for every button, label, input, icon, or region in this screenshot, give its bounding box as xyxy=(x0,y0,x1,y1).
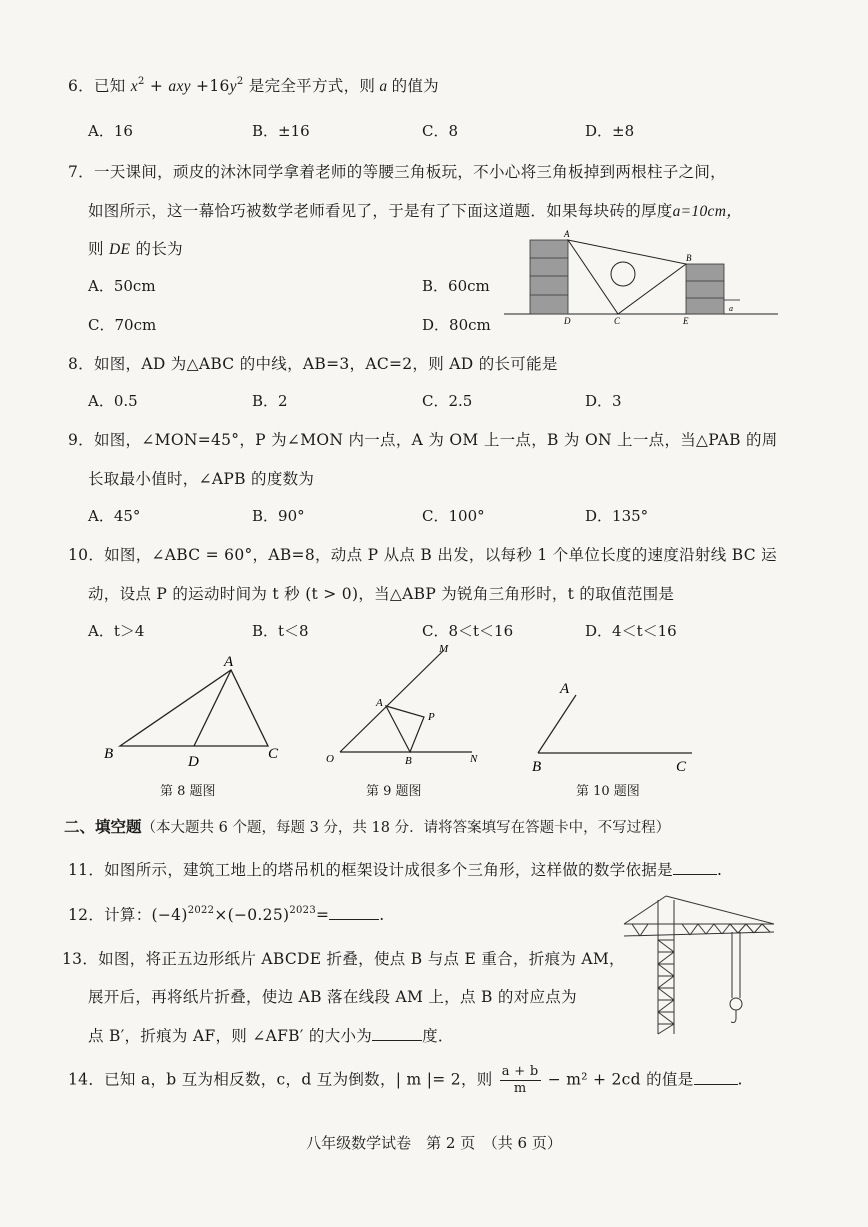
q7-label-d: D xyxy=(564,316,571,326)
figure-9 xyxy=(322,638,492,770)
figure-8-caption: 第 8 题图 xyxy=(160,784,216,799)
fig8-label-b: B xyxy=(104,746,114,762)
fig8-label-a: A xyxy=(224,654,234,670)
q7-option-c: C．70cm xyxy=(88,316,157,334)
q7-figure xyxy=(500,228,782,328)
median-ad xyxy=(194,670,231,746)
q7-line-3 xyxy=(88,237,183,259)
triangle-plate xyxy=(568,240,686,314)
q9-option-a: A．45° xyxy=(88,507,141,525)
q14-fraction xyxy=(500,1064,541,1097)
q11-answer-blank xyxy=(673,874,717,875)
q6-suffix: 的值为 xyxy=(391,77,439,95)
q8-option-a: A．0.5 xyxy=(88,392,138,410)
fig10-label-b: B xyxy=(532,759,542,775)
q13-answer-blank xyxy=(372,1040,422,1041)
triangle-pab xyxy=(386,706,424,752)
ray-om xyxy=(340,650,444,752)
q8-option-c: C．2.5 xyxy=(422,392,473,410)
q9-option-b: B．90° xyxy=(252,507,305,525)
fig9-label-o: O xyxy=(326,753,334,765)
q12-exponent-1: 2022 xyxy=(187,905,215,916)
q8-option-d: D．3 xyxy=(585,392,622,410)
section-2-heading xyxy=(64,815,670,837)
figure-10 xyxy=(522,676,702,776)
q7-label-a-thickness: a xyxy=(729,304,733,313)
q13-line-3-text: 点 B′，折痕为 AF，则 ∠AFB′ 的大小为 xyxy=(88,1027,373,1045)
q14-denominator: m xyxy=(513,1081,527,1096)
fig8-label-c: C xyxy=(268,746,279,762)
q10-option-c: C．8＜t＜16 xyxy=(422,622,514,640)
q6-middle: 是完全平方式，则 xyxy=(248,77,376,95)
q11-stem: 11．如图所示，建筑工地上的塔吊机的框架设计成很多个三角形，这样做的数学依据是 . xyxy=(68,861,723,879)
figure-9-caption: 第 9 题图 xyxy=(366,784,422,799)
q6-option-c: C．8 xyxy=(422,122,459,140)
q7-line-2-text: 如图所示，这一幕恰巧被数学老师看见了，于是有了下面这道题．如果每块砖的厚度 xyxy=(88,202,673,220)
fig9-label-b: B xyxy=(405,755,412,767)
q6-stem: 6．已知 $x^2$ + axy $+16y^2$ 是完全平方式，则 a 的值为 xyxy=(68,76,439,95)
q6-prefix: 6．已知 xyxy=(68,77,126,95)
q7-label-c: C xyxy=(614,316,621,326)
q7-option-d: D．80cm xyxy=(422,316,491,334)
segment-ba xyxy=(538,695,576,753)
fig10-label-c: C xyxy=(676,759,687,775)
q12-stem: 12．计算：$(-4)^{2022}\times(-0.25)^{2023}=$ . xyxy=(68,905,385,924)
figure-8 xyxy=(96,650,296,770)
page-footer: 八年级数学试卷 第 2 页 （共 6 页） xyxy=(306,1134,562,1152)
q13-line-1: 13．如图，将正五边形纸片 ABCDE 折叠，使点 B 与点 E 重合，折痕为 AM， xyxy=(62,950,625,968)
q10-option-a: A．t＞4 xyxy=(88,622,145,640)
q6-option-b: B．±16 xyxy=(252,122,310,140)
figure-10-caption: 第 10 题图 xyxy=(576,784,640,799)
section-2-title: 二、填空题 xyxy=(64,817,142,836)
q10-line-2: 动，设点 P 的运动时间为 t 秒 (t > 0)，当△ABP 为锐角三角形时，t 的取值范围是 xyxy=(88,585,675,603)
q9-option-c: C．100° xyxy=(422,507,485,525)
q7-option-b: B．60cm xyxy=(422,277,490,295)
q7-line-1: 7．一天课间，顽皮的沐沐同学拿着老师的等腰三角板玩，不小心将三角板掉到两根柱子之间， xyxy=(68,163,726,181)
q14-numerator: a + b xyxy=(501,1064,539,1079)
q14-stem: 14．已知 a，b 互为相反数，c，d 互为倒数，| m |= 2，则 $\frac{a + b}{m}$ − m² + 2cd 的值是 . xyxy=(68,1064,743,1096)
q10-option-d: D．4＜t＜16 xyxy=(585,622,677,640)
q11-text: 11．如图所示，建筑工地上的塔吊机的框架设计成很多个三角形，这样做的数学依据是 xyxy=(68,861,673,879)
right-brick-column xyxy=(686,264,724,314)
fig9-label-n: N xyxy=(470,753,478,765)
triangle-abc xyxy=(120,670,268,746)
q12-answer-blank xyxy=(329,919,379,920)
q12-times: × xyxy=(214,906,228,924)
q7-line-3-pre: 则 xyxy=(88,240,104,258)
q7-brick-thickness: a=10cm， xyxy=(672,203,742,220)
q12-prefix: 12．计算： xyxy=(68,906,152,924)
q10-option-b: B．t＜8 xyxy=(252,622,309,640)
q6-option-d: D．±8 xyxy=(585,122,635,140)
q14-prefix: 14．已知 a，b 互为相反数，c，d 互为倒数，| m |= 2，则 xyxy=(68,1070,493,1089)
q13-unit: 度． xyxy=(422,1027,454,1045)
q7-label-e: E xyxy=(683,316,689,326)
q12-exponent-2: 2023 xyxy=(289,905,316,916)
section-2-description: （本大题共 6 个题，每题 3 分，共 18 分．请将答案填写在答题卡中，不写过程） xyxy=(141,820,671,836)
q14-answer-blank xyxy=(694,1084,738,1085)
q9-line-2: 长取最小值时，∠APB 的度数为 xyxy=(88,470,315,488)
q13-line-3 xyxy=(88,1024,454,1046)
q9-line-1: 9．如图，∠MON=45°，P 为∠MON 内一点，A 为 OM 上一点，B 为 ON 上一点，当△PAB 的周 xyxy=(68,431,778,449)
fig10-label-a: A xyxy=(560,681,570,697)
q9-option-d: D．135° xyxy=(585,507,649,525)
q12-base-1: (−4) xyxy=(151,906,188,924)
q6-option-a: A．16 xyxy=(88,122,133,140)
q7-de: DE xyxy=(109,241,131,258)
q7-line-2 xyxy=(88,199,742,221)
fig8-label-d: D xyxy=(188,754,199,770)
q7-label-a: A xyxy=(564,229,570,239)
q8-option-b: B．2 xyxy=(252,392,288,410)
triangle-hole xyxy=(611,262,635,286)
tower-crane-figure xyxy=(620,888,780,1038)
q10-line-1: 10．如图，∠ABC = 60°，AB=8，动点 P 从点 B 出发，以每秒 1 个单位长度的速度沿射线 BC 运 xyxy=(68,546,777,564)
fig9-label-m: M xyxy=(439,643,449,655)
q7-label-b: B xyxy=(686,253,692,263)
q14-suffix: − m² + 2cd 的值是 xyxy=(547,1070,694,1089)
left-brick-column xyxy=(530,240,568,314)
q12-base-2: (−0.25) xyxy=(227,906,290,924)
fig9-label-a: A xyxy=(376,697,383,709)
q7-option-a: A．50cm xyxy=(88,277,156,295)
q7-line-3-post: 的长为 xyxy=(135,240,183,258)
q13-line-2: 展开后，再将纸片折叠，使边 AB 落在线段 AM 上，点 B 的对应点为 xyxy=(88,988,577,1006)
q8-stem: 8．如图，AD 为△ABC 的中线，AB=3，AC=2，则 AD 的长可能是 xyxy=(68,355,558,373)
fig9-label-p: P xyxy=(428,711,435,723)
q12-equals: = xyxy=(316,906,330,924)
